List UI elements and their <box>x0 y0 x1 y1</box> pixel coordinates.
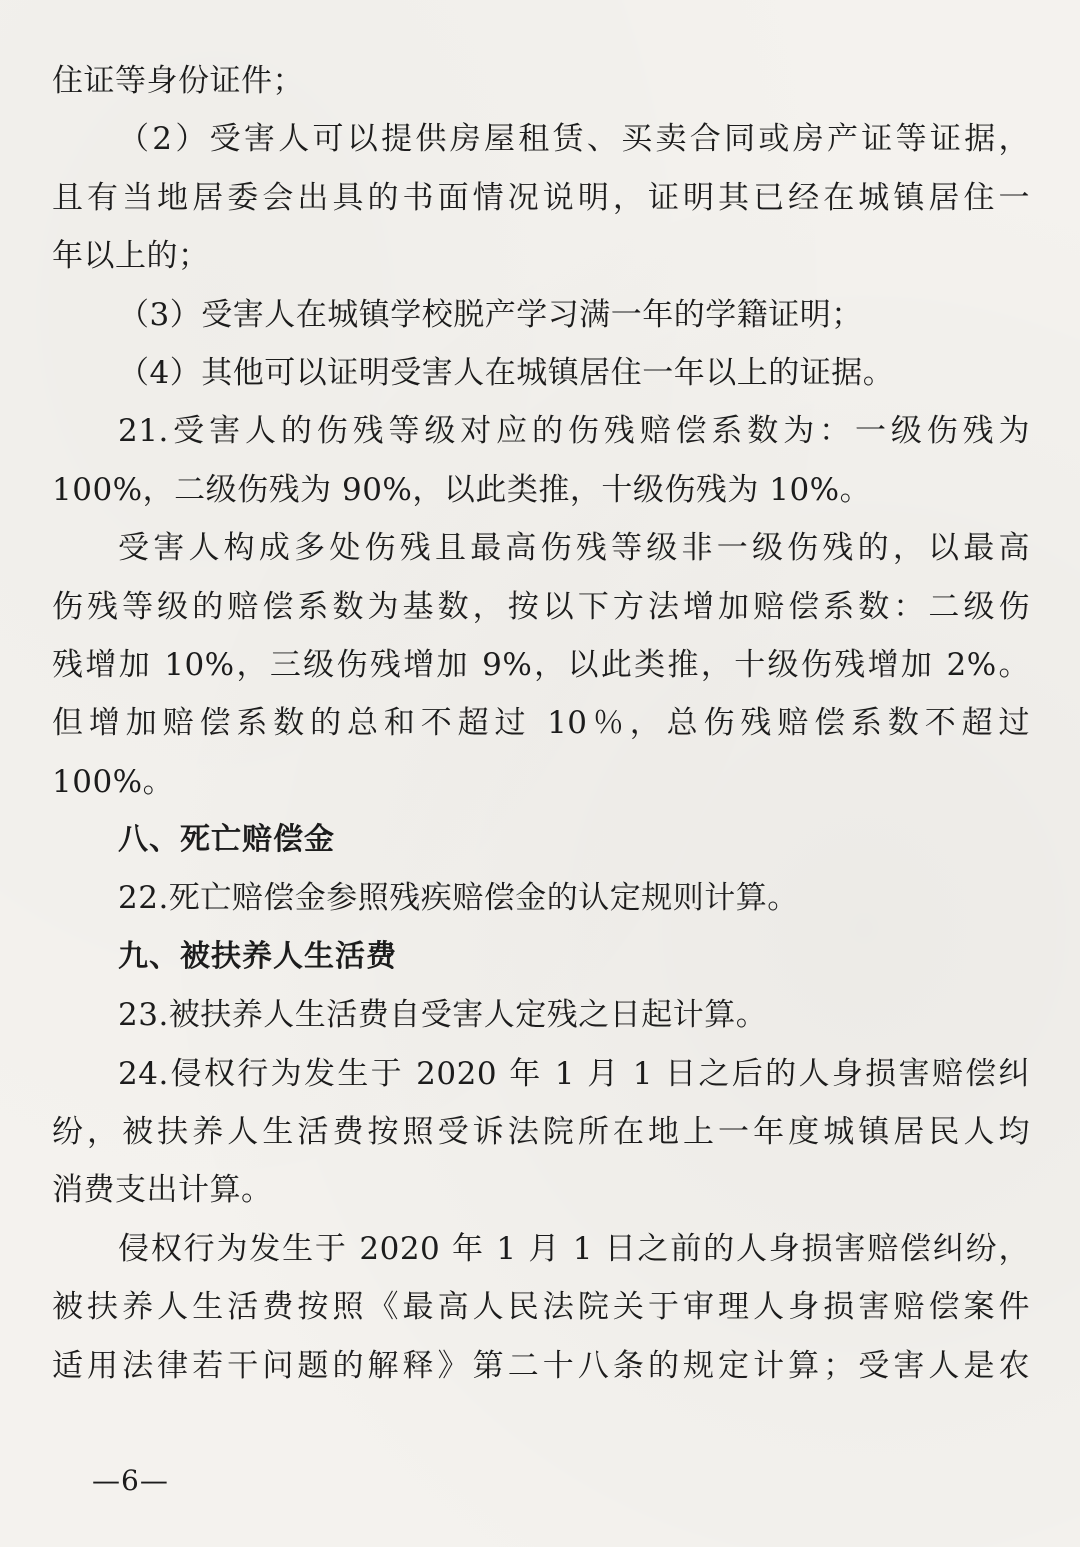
text-line: （3）受害人在城镇学校脱产学习满一年的学籍证明； <box>118 296 863 333</box>
text-line: 21.受害人的伤残等级对应的伤残赔偿系数为：一级伤残为 <box>118 413 1030 450</box>
text-line: 22.死亡赔偿金参照残疾赔偿金的认定规则计算。 <box>118 880 799 917</box>
document-body <box>52 52 1030 1395</box>
text-line: （4）其他可以证明受害人在城镇居住一年以上的证据。 <box>118 354 895 391</box>
text-line: 残增加 10%，三级伤残增加 9%，以此类推，十级伤残增加 2%。 <box>52 646 1030 683</box>
text-line: 受害人构成多处伤残且最高伤残等级非一级伤残的，以最高 <box>118 530 1030 567</box>
text-line: 纷，被扶养人生活费按照受诉法院所在地上一年度城镇居民人均 <box>52 1114 1030 1151</box>
text-line: 100%，二级伤残为 90%，以此类推，十级伤残为 10%。 <box>52 471 872 508</box>
text-line: 且有当地居委会出具的书面情况说明，证明其已经在城镇居住一 <box>52 179 1030 216</box>
text-line: 侵权行为发生于 2020 年 1 月 1 日之前的人身损害赔偿纠纷， <box>118 1230 1030 1267</box>
text-line: 被扶养人生活费按照《最高人民法院关于审理人身损害赔偿案件 <box>52 1289 1030 1326</box>
section-heading: 九、被扶养人生活费 <box>118 938 397 974</box>
text-line: 100%。 <box>52 763 175 800</box>
text-line: 24.侵权行为发生于 2020 年 1 月 1 日之后的人身损害赔偿纠 <box>118 1055 1030 1092</box>
text-line: 消费支出计算。 <box>52 1172 273 1209</box>
section-heading: 八、死亡赔偿金 <box>118 822 335 858</box>
text-line: （2）受害人可以提供房屋租赁、买卖合同或房产证等证据， <box>118 121 1030 158</box>
text-line: 适用法律若干问题的解释》第二十八条的规定计算；受害人是农 <box>52 1347 1030 1384</box>
text-line: 但增加赔偿系数的总和不超过 10％，总伤残赔偿系数不超过 <box>52 705 1030 742</box>
text-line: 年以上的； <box>52 238 210 275</box>
text-line: 23.被扶养人生活费自受害人定残之日起计算。 <box>118 997 768 1034</box>
text-line: 伤残等级的赔偿系数为基数，按以下方法增加赔偿系数：二级伤 <box>52 588 1030 625</box>
page-number: —6— <box>92 1464 169 1497</box>
text-line: 住证等身份证件； <box>52 63 304 99</box>
